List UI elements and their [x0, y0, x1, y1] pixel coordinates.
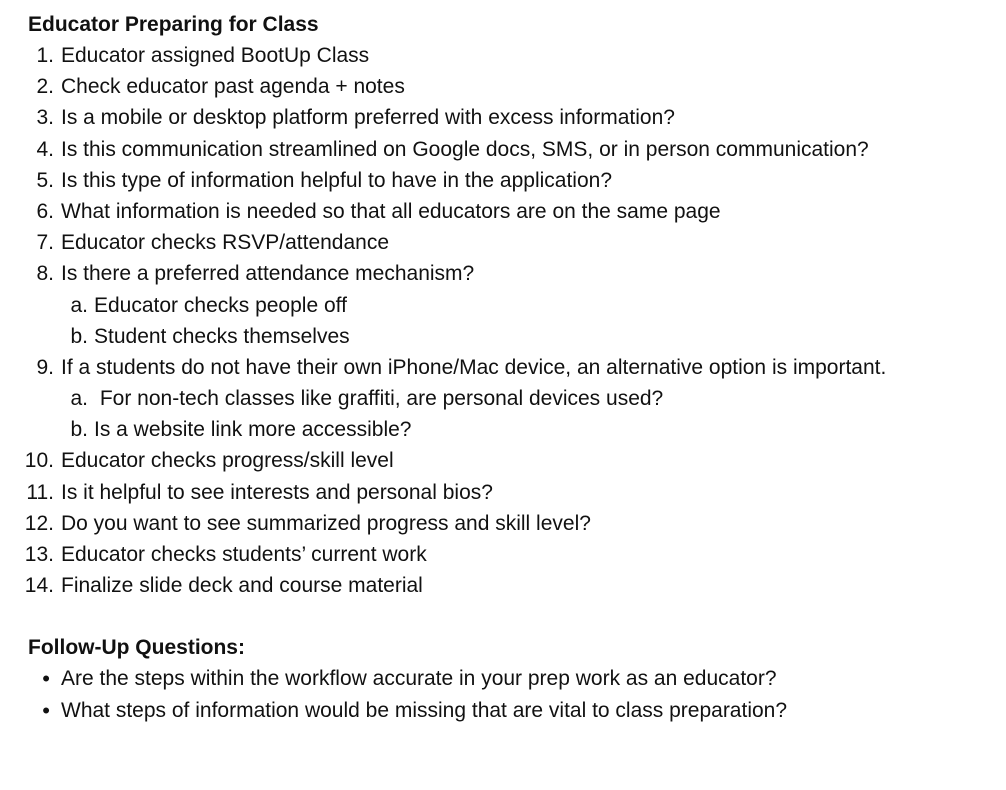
list-item [0, 196, 1006, 227]
list-item-text: Student checks themselves [94, 324, 350, 348]
document [0, 9, 1006, 726]
list-item-text: Is this communication streamlined on Google docs, SMS, or in person communication? [61, 137, 869, 161]
list-item [0, 477, 1006, 508]
list-item-text: Is a mobile or desktop platform preferred with excess information? [61, 106, 675, 130]
list-item-text: Educator checks progress/skill level [61, 449, 394, 473]
followup-title: Follow-Up Questions: [28, 636, 245, 660]
list-item [0, 40, 1006, 71]
list-marker: 12. [24, 511, 54, 535]
list-marker: 6. [36, 199, 54, 223]
list-marker: 8. [36, 262, 54, 286]
bullet-icon: • [42, 697, 50, 723]
list-item-text: What information is needed so that all educators are on the same page [61, 199, 721, 223]
section-spacer [0, 601, 1006, 632]
bullet-item [0, 695, 1006, 726]
list-marker: 2. [36, 75, 54, 99]
list-marker: 1. [36, 44, 54, 67]
bullet-icon: • [42, 666, 50, 692]
bullet-item-text: What steps of information would be missing that are vital to class preparation? [61, 698, 788, 722]
list-item-text: Check educator past agenda + notes [61, 75, 405, 99]
bullet-item [0, 663, 1006, 694]
list-item-text: For non-tech classes like graffiti, are personal devices used? [94, 387, 664, 411]
list-item-text: Is there a preferred attendance mechanism? [61, 262, 475, 286]
list-item [0, 258, 1006, 289]
list-item-text: Is this type of information helpful to have in the application? [61, 168, 613, 192]
steps-list [0, 40, 1006, 601]
sub-list-item [0, 290, 1006, 321]
list-marker: 11. [26, 480, 54, 504]
list-marker: a. [70, 387, 88, 411]
list-item [0, 102, 1006, 133]
list-item-text: Educator checks people off [94, 293, 347, 317]
sub-list-item [0, 321, 1006, 352]
list-marker: b. [70, 324, 88, 348]
list-item [0, 134, 1006, 165]
list-item-text: Educator checks students’ current work [61, 543, 427, 566]
list-item [0, 570, 1006, 601]
section-title: Educator Preparing for Class [28, 13, 319, 36]
list-item-text: Do you want to see summarized progress and skill level? [61, 511, 591, 535]
bullet-item-text: Are the steps within the workflow accurate in your prep work as an educator? [61, 667, 777, 691]
list-marker: 14. [24, 574, 54, 598]
list-marker: a. [70, 293, 88, 317]
list-marker: 10. [24, 449, 54, 473]
list-item [0, 539, 1006, 570]
list-item [0, 165, 1006, 196]
followup-list [0, 663, 1006, 725]
list-marker: b. [70, 418, 88, 442]
list-item-text: Educator assigned BootUp Class [61, 44, 370, 67]
list-item-text: Educator checks RSVP/attendance [61, 231, 390, 255]
list-item [0, 352, 1006, 383]
list-item-text: If a students do not have their own iPhone/Mac device, an alternative option is important. [61, 355, 887, 379]
list-item [0, 445, 1006, 476]
sub-list-item [0, 383, 1006, 414]
list-item [0, 71, 1006, 102]
list-item [0, 227, 1006, 258]
list-marker: 7. [36, 231, 54, 255]
list-marker: 13. [24, 543, 54, 566]
list-marker: 4. [36, 137, 54, 161]
list-item [0, 508, 1006, 539]
list-item-text: Finalize slide deck and course material [61, 574, 423, 598]
list-item-text: Is it helpful to see interests and personal bios? [61, 480, 493, 504]
list-marker: 3. [36, 106, 54, 130]
list-marker: 5. [36, 168, 54, 192]
list-marker: 9. [36, 355, 54, 379]
list-item-text: Is a website link more accessible? [94, 418, 412, 442]
sub-list-item [0, 414, 1006, 445]
